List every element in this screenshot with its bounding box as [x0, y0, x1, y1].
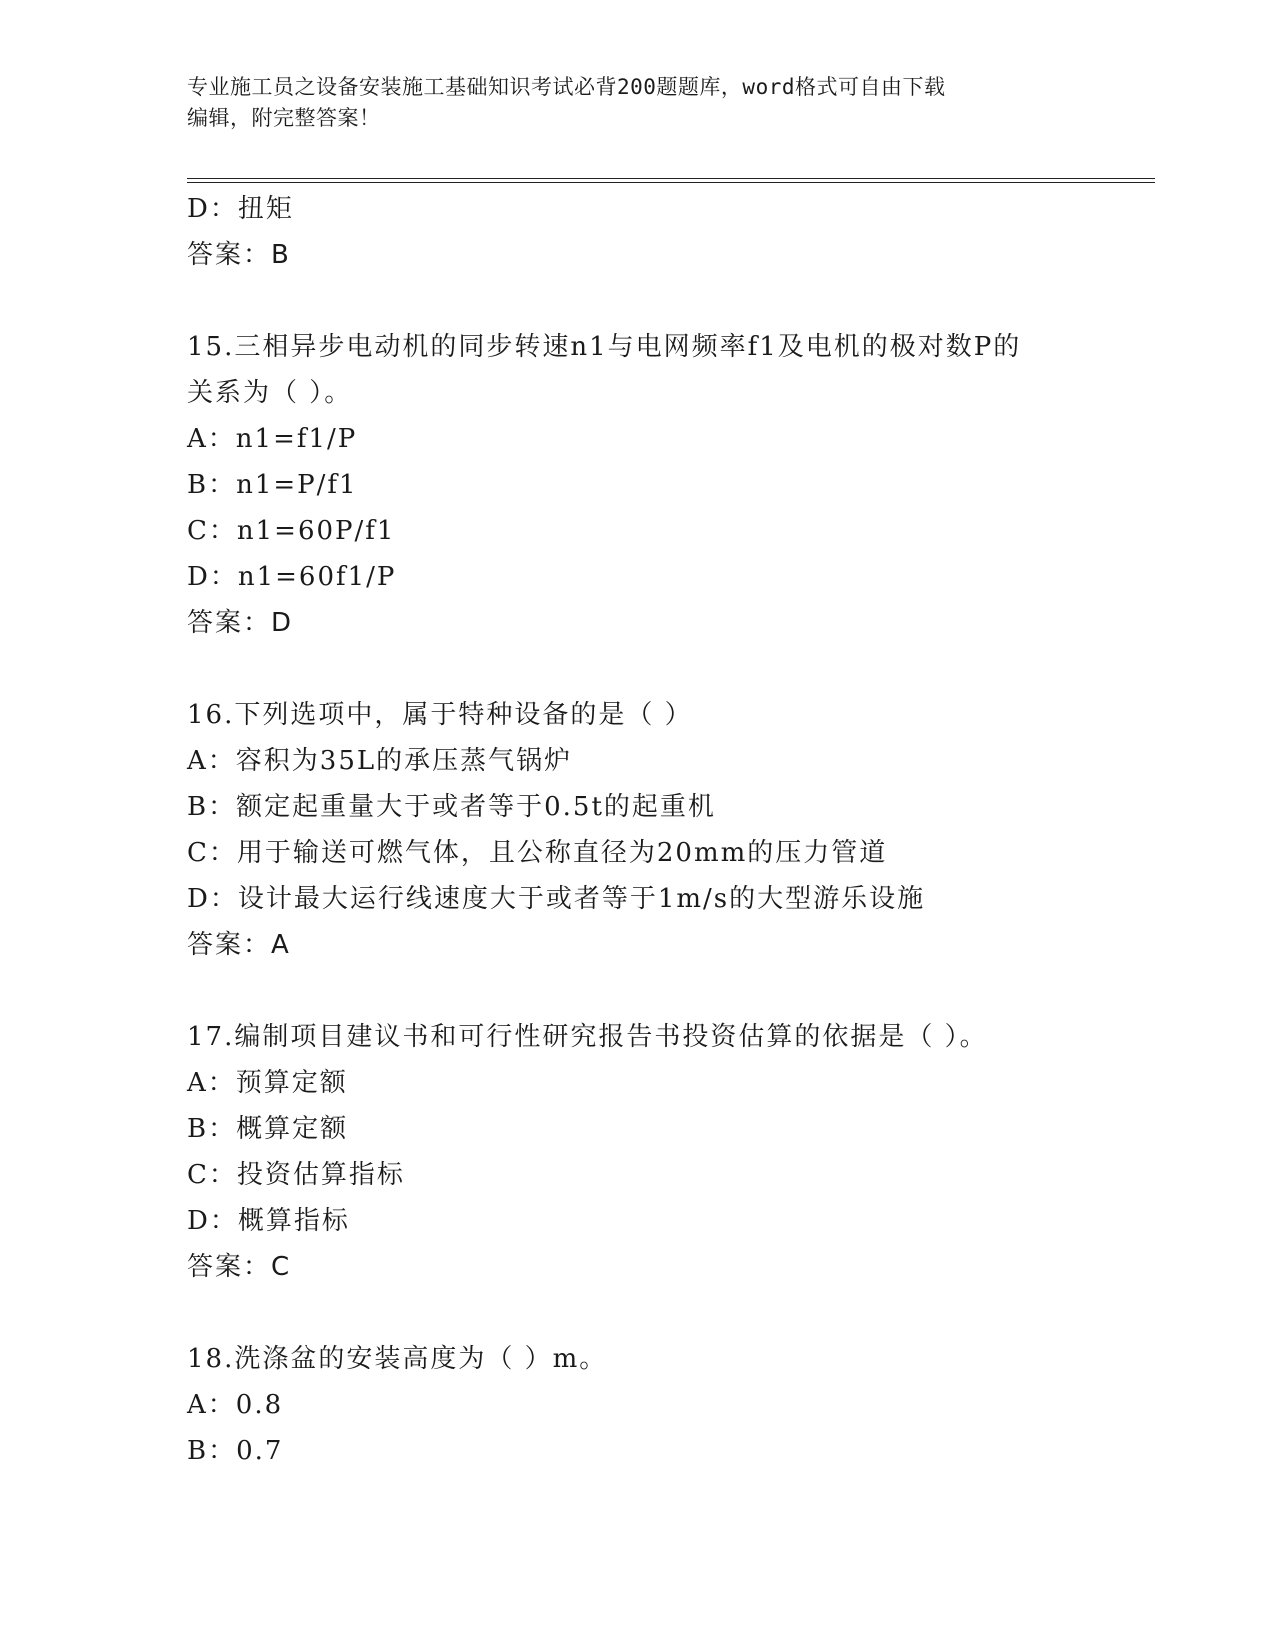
- option-a: A：n1=f1/P: [187, 424, 358, 454]
- header-divider-bottom: [187, 182, 1155, 183]
- spacer: [187, 646, 1087, 692]
- header-title-line1: 专业施工员之设备安装施工基础知识考试必背200题题库，word格式可自由下载: [187, 75, 946, 99]
- option-a: A：0.8: [187, 1390, 284, 1420]
- question-15: [187, 324, 1087, 646]
- option-d: D：设计最大运行线速度大于或者等于1m/s的大型游乐设施: [187, 884, 926, 914]
- question-18: [187, 1336, 1087, 1474]
- document-header: [187, 72, 1067, 134]
- question-stem: 16.下列选项中，属于特种设备的是（ ）: [187, 700, 693, 730]
- option-d: D：概算指标: [187, 1206, 350, 1236]
- question-17: [187, 1014, 1087, 1290]
- answer-line: 答案：A: [187, 930, 291, 960]
- answer-line: 答案：C: [187, 1252, 292, 1282]
- option-c: C：用于输送可燃气体，且公称直径为20mm的压力管道: [187, 838, 888, 868]
- document-body: [187, 186, 1087, 1474]
- header-title-line2: 编辑，附完整答案！: [187, 106, 381, 130]
- question-stem: 15.三相异步电动机的同步转速n1与电网频率f1及电机的极对数P的: [187, 332, 1022, 362]
- question-stem: 17.编制项目建议书和可行性研究报告书投资估算的依据是（ ）。: [187, 1022, 988, 1052]
- option-a: A：预算定额: [187, 1068, 348, 1098]
- option-b: B：n1=P/f1: [187, 470, 358, 500]
- option-b: B：概算定额: [187, 1114, 349, 1144]
- question-stem-continued: 关系为（ ）。: [187, 378, 353, 408]
- option-b: B：额定起重量大于或者等于0.5t的起重机: [187, 792, 716, 822]
- answer-line: 答案：B: [187, 240, 291, 270]
- option-b: B：0.7: [187, 1436, 284, 1466]
- option-a: A：容积为35L的承压蒸气锅炉: [187, 746, 573, 776]
- answer-line: 答案：D: [187, 608, 294, 638]
- spacer: [187, 968, 1087, 1014]
- option-c: C：n1=60P/f1: [187, 516, 396, 546]
- option-d: D：扭矩: [187, 194, 294, 224]
- option-d: D：n1=60f1/P: [187, 562, 397, 592]
- question-16: [187, 692, 1087, 968]
- header-divider-top: [187, 178, 1155, 179]
- spacer: [187, 278, 1087, 324]
- option-c: C：投资估算指标: [187, 1160, 405, 1190]
- spacer: [187, 1290, 1087, 1336]
- question-stem: 18.洗涤盆的安装高度为（ ）m。: [187, 1344, 608, 1374]
